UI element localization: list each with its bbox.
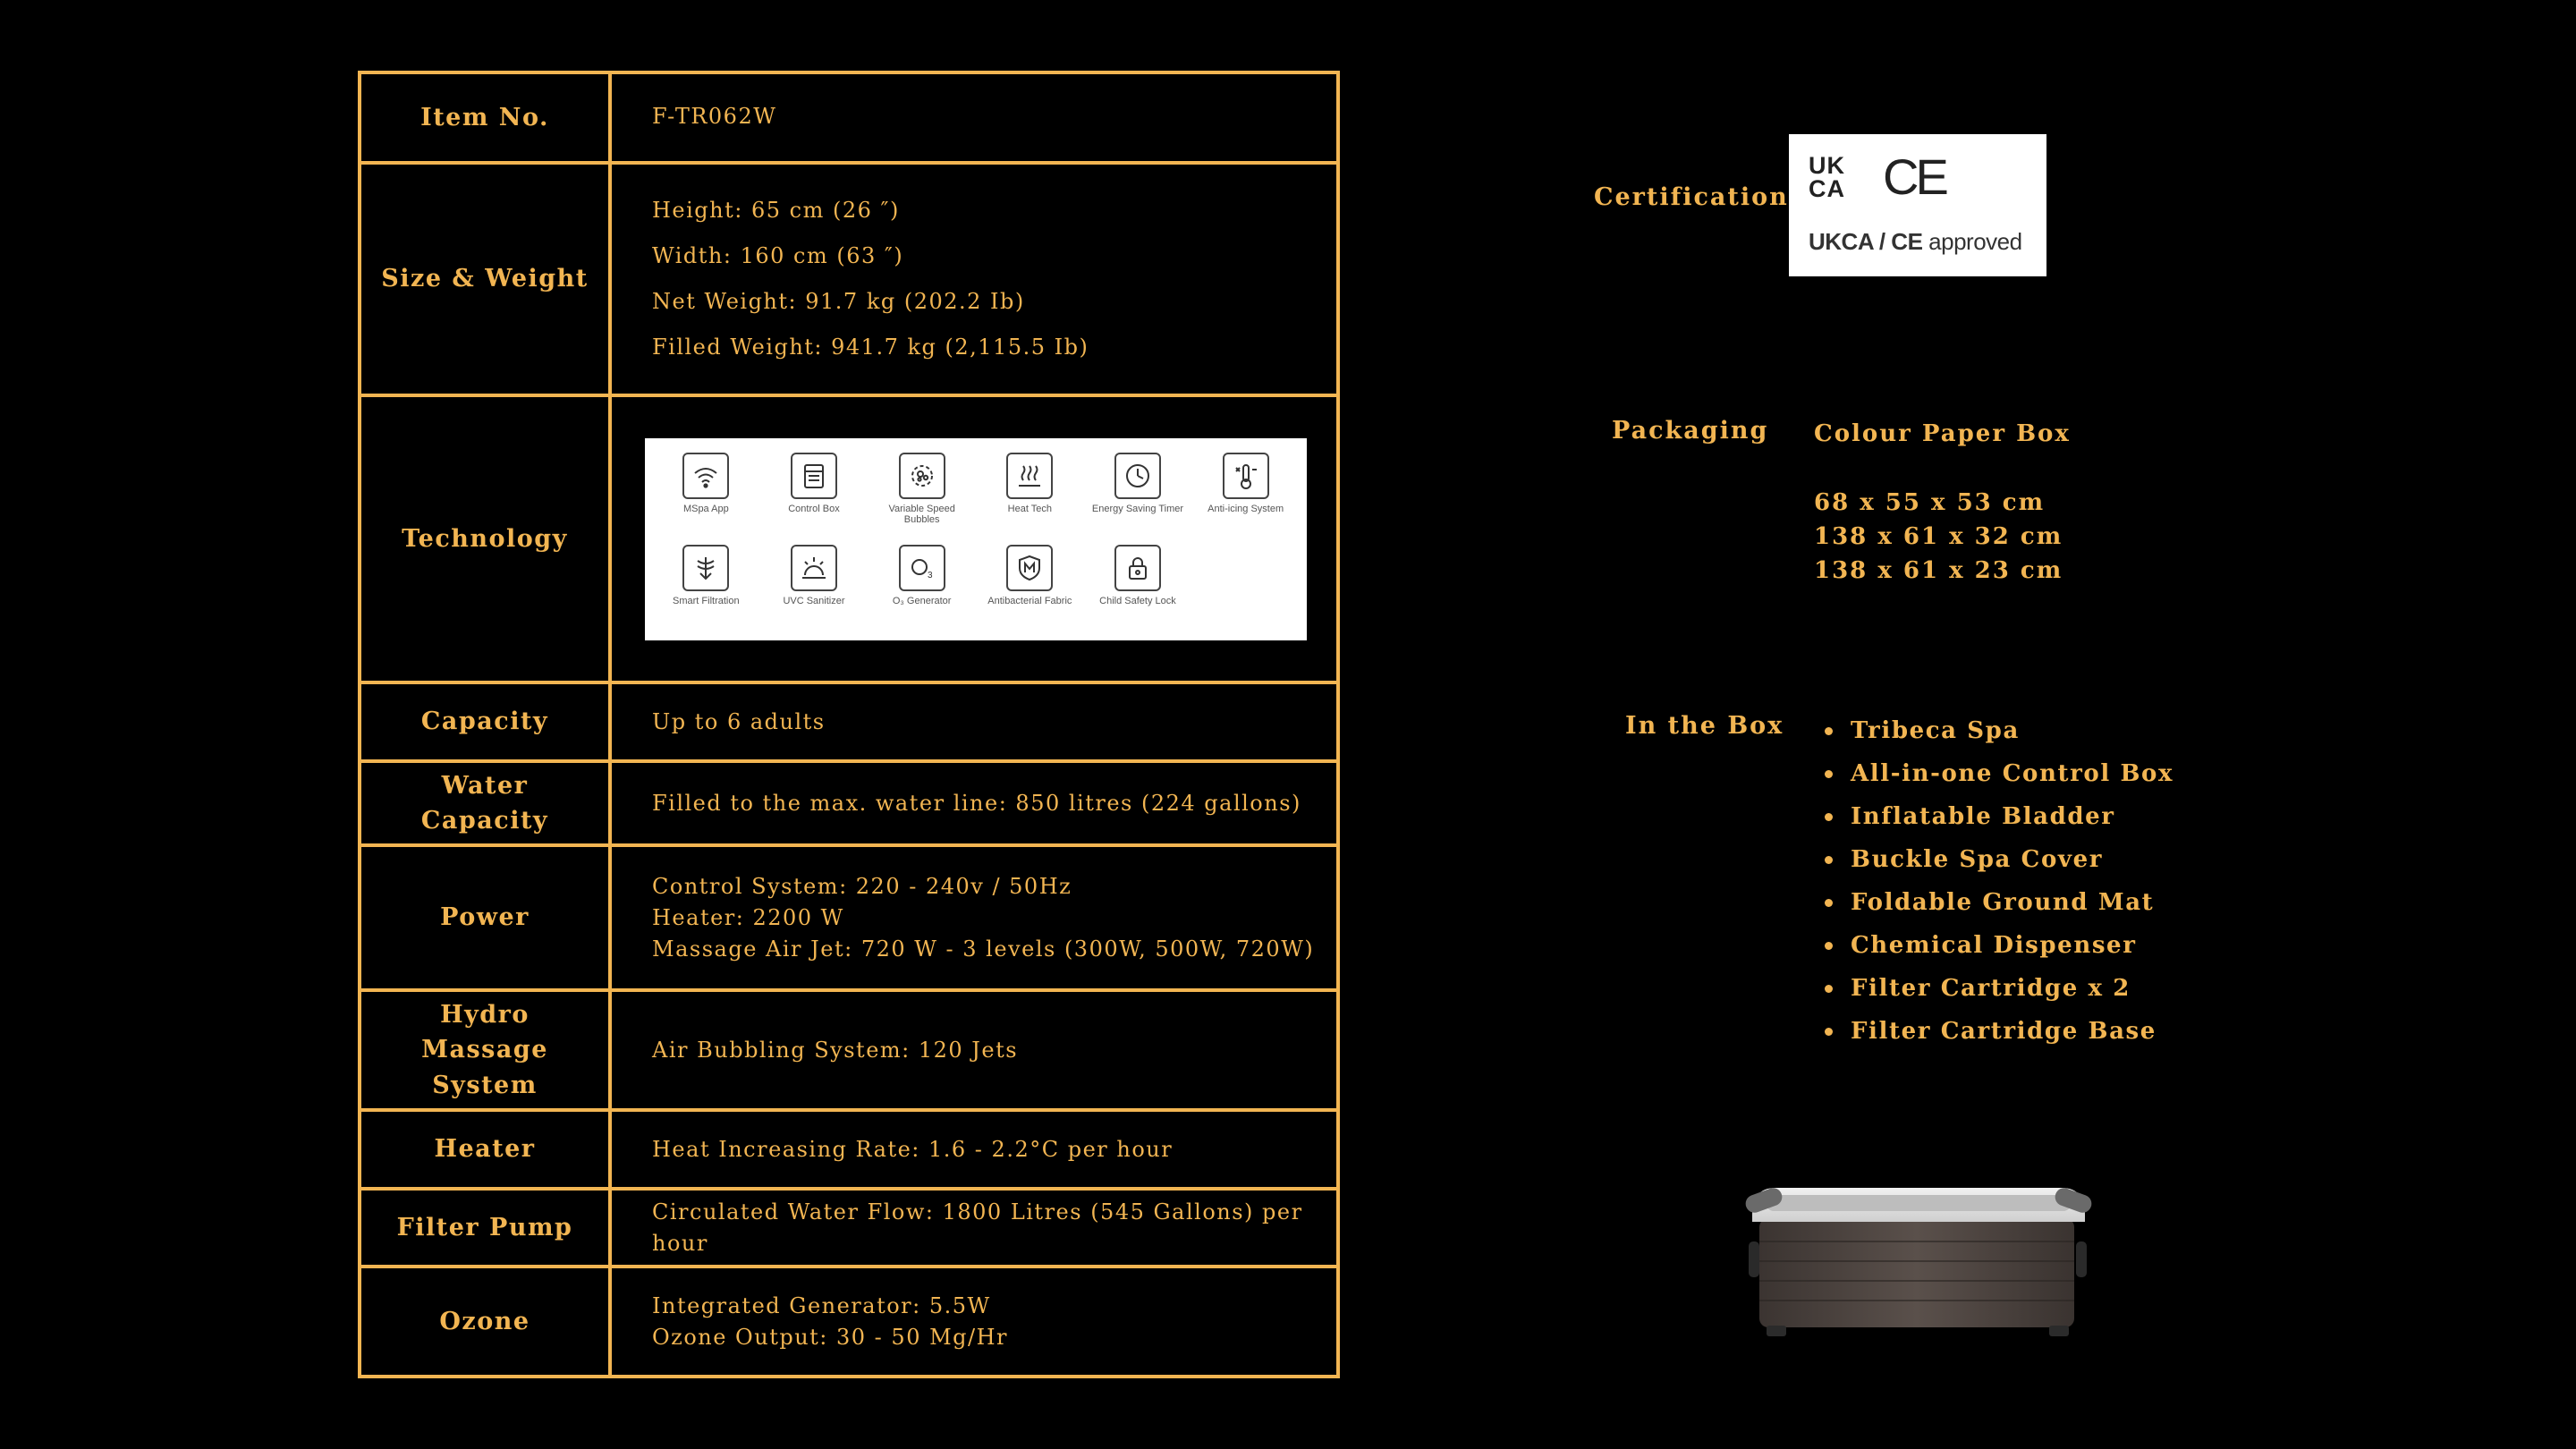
- ukca-mark-icon: [1809, 154, 1860, 204]
- tech-label: Energy Saving Timer: [1091, 503, 1184, 514]
- technology-value: [612, 397, 1336, 684]
- control-system-value: Control System: 220 - 240v / 50Hz: [652, 873, 1072, 899]
- ozone-output-value: Ozone Output: 30 - 50 Mg/Hr: [652, 1324, 1009, 1350]
- tech-label: Child Safety Lock: [1099, 595, 1176, 606]
- tech-item: [760, 449, 869, 541]
- tech-label: Control Box: [788, 503, 840, 514]
- svg-text:3: 3: [927, 570, 934, 580]
- tech-item: [976, 449, 1084, 541]
- list-item: Filter Cartridge x 2: [1821, 967, 2174, 1010]
- uvc-sanitizer-icon: [791, 545, 837, 591]
- list-item: Inflatable Bladder: [1821, 795, 2174, 838]
- heater-value: Heat Increasing Rate: 1.6 - 2.2°C per hour: [612, 1112, 1336, 1191]
- hydro-massage-label: Hydro Massage System: [361, 992, 612, 1112]
- tech-item: [652, 541, 760, 633]
- tech-label: UVC Sanitizer: [783, 595, 845, 606]
- capacity-label: Capacity: [361, 684, 612, 763]
- power-label: Power: [361, 847, 612, 992]
- tech-item: [1084, 541, 1192, 633]
- smart-filtration-icon: [682, 545, 729, 591]
- spa-product-image: [1740, 1179, 2096, 1349]
- tech-item: [868, 541, 976, 633]
- packaging-dimension: 138 x 61 x 23 cm: [1814, 557, 2063, 584]
- size-weight-values: [612, 165, 1336, 397]
- ozone-label: Ozone: [361, 1268, 612, 1375]
- filter-pump-label: Filter Pump: [361, 1191, 612, 1268]
- tech-label: Antibacterial Fabric: [987, 595, 1072, 606]
- in-the-box-list: [1821, 709, 2174, 1053]
- variable-bubbles-icon: [899, 453, 945, 499]
- o3-generator-icon: [899, 545, 945, 591]
- in-the-box-label: In the Box: [1625, 712, 1784, 740]
- tech-label: O₃ Generator: [892, 595, 952, 606]
- hydro-massage-value: Air Bubbling System: 120 Jets: [612, 992, 1336, 1112]
- ozone-generator-value: Integrated Generator: 5.5W: [652, 1292, 991, 1318]
- list-item: Tribeca Spa: [1821, 709, 2174, 752]
- certification-badge: [1789, 134, 2046, 276]
- certification-text: [1809, 228, 2022, 256]
- energy-timer-icon: [1114, 453, 1161, 499]
- water-capacity-value: Filled to the max. water line: 850 litres (224 gallons): [612, 763, 1336, 847]
- tech-item: [868, 449, 976, 541]
- ce-mark-icon: CE: [1883, 148, 1945, 205]
- massage-jet-value: Massage Air Jet: 720 W - 3 levels (300W, 500W, 720W): [652, 936, 1315, 962]
- packaging-title: Colour Paper Box: [1814, 420, 2071, 447]
- tech-label: Smart Filtration: [673, 595, 740, 606]
- packaging-dimension: 68 x 55 x 53 cm: [1814, 489, 2046, 516]
- water-capacity-label: Water Capacity: [361, 763, 612, 847]
- filled-weight-value: Filled Weight: 941.7 kg (2,115.5 Ib): [652, 335, 1089, 360]
- item-no-label: Item No.: [361, 74, 612, 165]
- heat-tech-icon: [1006, 453, 1053, 499]
- tech-item: [1191, 449, 1300, 541]
- antibacterial-fabric-icon: [1006, 545, 1053, 591]
- technology-panel: [645, 438, 1307, 640]
- ukca-mark-bottom: CA: [1809, 175, 1845, 202]
- ozone-values: [612, 1268, 1336, 1375]
- list-item: All-in-one Control Box: [1821, 752, 2174, 795]
- spec-table: [358, 71, 1340, 1378]
- size-weight-label: Size & Weight: [361, 165, 612, 397]
- height-value: Height: 65 cm (26 ″): [652, 198, 900, 223]
- wifi-icon: [682, 453, 729, 499]
- packaging-label: Packaging: [1612, 417, 1769, 445]
- capacity-value: Up to 6 adults: [612, 684, 1336, 763]
- list-item: Buckle Spa Cover: [1821, 838, 2174, 881]
- list-item: Foldable Ground Mat: [1821, 881, 2174, 924]
- certification-text-bold: UKCA / CE: [1809, 228, 1923, 255]
- width-value: Width: 160 cm (63 ″): [652, 243, 904, 268]
- tech-label: Heat Tech: [1007, 503, 1052, 514]
- anti-icing-icon: [1223, 453, 1269, 499]
- packaging-details: [1814, 420, 2071, 588]
- heater-label: Heater: [361, 1112, 612, 1191]
- tech-item: [760, 541, 869, 633]
- tech-item: [1084, 449, 1192, 541]
- technology-label: Technology: [361, 397, 612, 684]
- power-values: [612, 847, 1336, 992]
- certification-label: Certification: [1594, 183, 1789, 211]
- tech-label: Anti-icing System: [1208, 503, 1284, 514]
- item-no-value: F-TR062W: [612, 74, 1336, 165]
- tech-label: Variable Speed Bubbles: [888, 503, 955, 525]
- ukca-mark-top: UK: [1809, 152, 1845, 179]
- heater-power-value: Heater: 2200 W: [652, 904, 844, 930]
- net-weight-value: Net Weight: 91.7 kg (202.2 Ib): [652, 289, 1025, 314]
- list-item: Chemical Dispenser: [1821, 924, 2174, 967]
- tech-item: [652, 449, 760, 541]
- filter-pump-value: Circulated Water Flow: 1800 Litres (545 Gallons) per hour: [612, 1191, 1336, 1268]
- control-box-icon: [791, 453, 837, 499]
- tech-item: [976, 541, 1084, 633]
- certification-text-rest: approved: [1922, 228, 2022, 255]
- tech-label: MSpa App: [682, 503, 729, 514]
- list-item: Filter Cartridge Base: [1821, 1010, 2174, 1053]
- child-lock-icon: [1114, 545, 1161, 591]
- packaging-dimension: 138 x 61 x 32 cm: [1814, 523, 2063, 550]
